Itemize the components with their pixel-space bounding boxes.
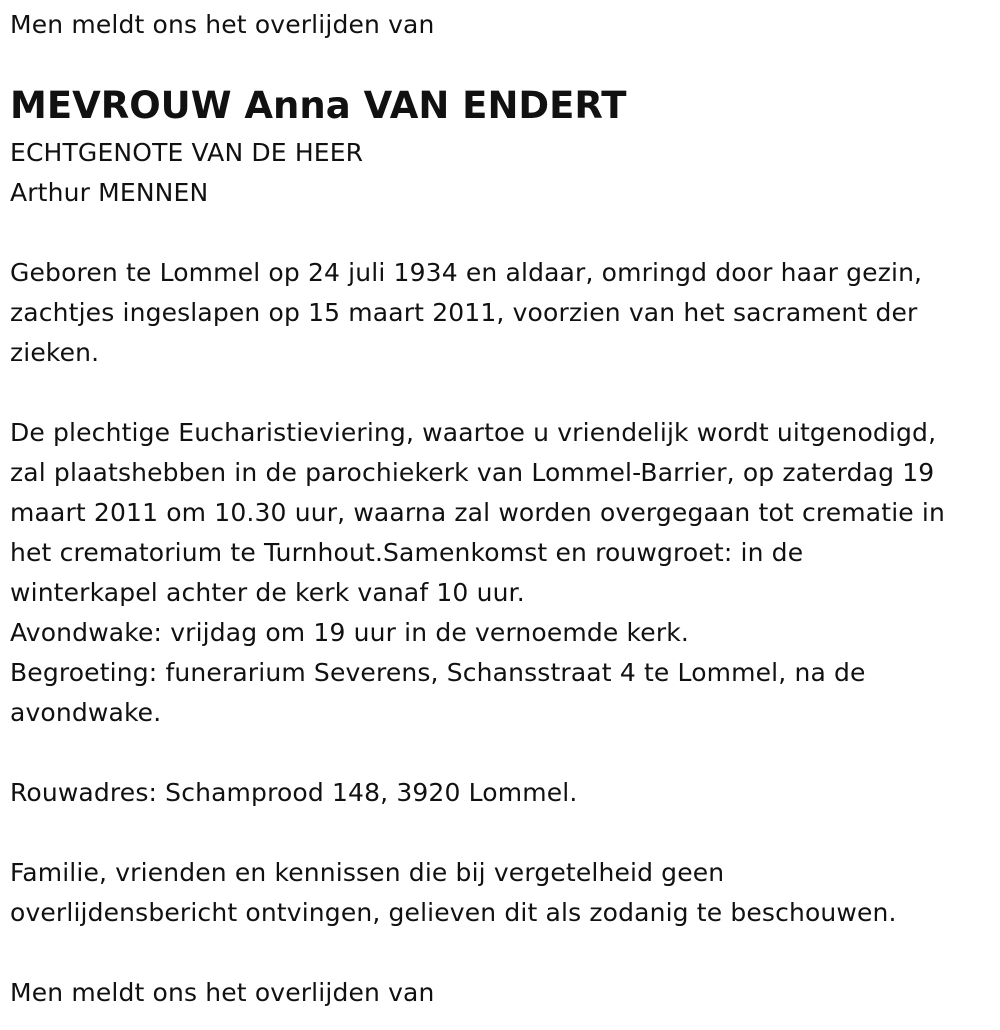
service-line: Begroeting: funerarium Severens, Schansstraat 4 te Lommel, na de	[10, 658, 866, 687]
birth-paragraph	[10, 253, 922, 373]
service-line: avondwake.	[10, 698, 162, 727]
footer-paragraph	[10, 973, 435, 1013]
family-line: overlijdensbericht ontvingen, gelieven dit als zodanig te beschouwen.	[10, 898, 897, 927]
service-line: maart 2011 om 10.30 uur, waarna zal worden overgegaan tot crematie in	[10, 498, 946, 527]
birth-line: zieken.	[10, 338, 100, 367]
footer-text: Men meldt ons het overlijden van	[10, 978, 435, 1007]
intro-text: Men meldt ons het overlijden van	[10, 10, 435, 39]
service-paragraph	[10, 413, 945, 733]
deceased-name: MEVROUW Anna VAN ENDERT	[10, 84, 627, 127]
birth-line: Geboren te Lommel op 24 juli 1934 en aldaar, omringd door haar gezin,	[10, 258, 923, 287]
service-line: Avondwake: vrijdag om 19 uur in de vernoemde kerk.	[10, 618, 689, 647]
service-line: winterkapel achter de kerk vanaf 10 uur.	[10, 578, 525, 607]
spouse-block	[10, 133, 363, 213]
address-paragraph	[10, 773, 577, 813]
service-line: zal plaatshebben in de parochiekerk van Lommel-Barrier, op zaterdag 19	[10, 458, 935, 487]
spouse-line: Arthur MENNEN	[10, 178, 209, 207]
family-paragraph	[10, 853, 897, 933]
family-line: Familie, vrienden en kennissen die bij vergetelheid geen	[10, 858, 725, 887]
birth-line: zachtjes ingeslapen op 15 maart 2011, voorzien van het sacrament der	[10, 298, 918, 327]
service-line: De plechtige Eucharistieviering, waartoe u vriendelijk wordt uitgenodigd,	[10, 418, 937, 447]
address-line: Rouwadres: Schamprood 148, 3920 Lommel.	[10, 778, 578, 807]
service-line: het crematorium te Turnhout.Samenkomst en rouwgroet: in de	[10, 538, 804, 567]
spouse-line: ECHTGENOTE VAN DE HEER	[10, 138, 364, 167]
